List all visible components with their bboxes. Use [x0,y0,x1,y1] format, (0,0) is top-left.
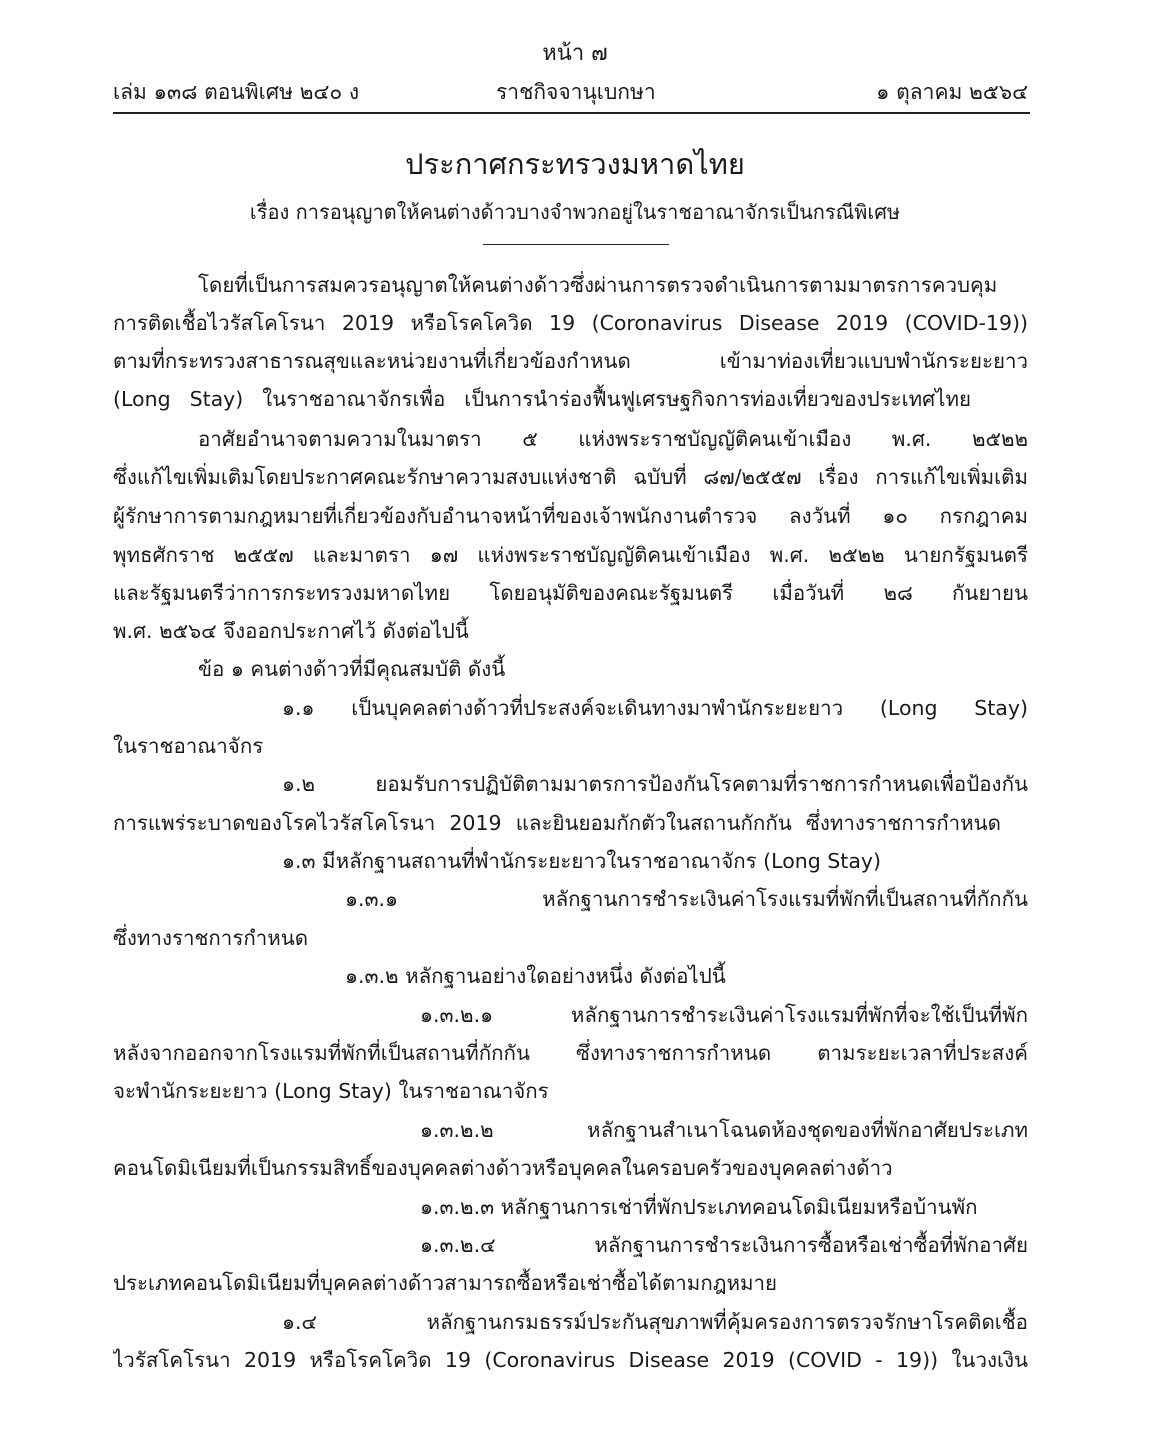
clause-1-3-2-1-line: จะพำนักระยะยาว (Long Stay) ในราชอาณาจักร [113,1079,549,1103]
gazette-name: ราชกิจจานุเบกษา [496,80,656,104]
clause-1-3-2-3-line: ๑.๓.๒.๓ หลักฐานการเช่าที่พักประเภทคอนโดมิเนียมหรือบ้านพัก [420,1195,978,1219]
preamble-line: โดยที่เป็นการสมควรอนุญาตให้คนต่างด้าวซึ่งผ่านการตรวจดำเนินการตามมาตรการควบคุม [198,273,998,297]
clause-1-3-2-heading: ๑.๓.๒ หลักฐานอย่างใดอย่างหนึ่ง ดังต่อไปนี้ [345,964,726,988]
authority-line: และรัฐมนตรีว่าการกระทรวงมหาดไทย โดยอนุมัติของคณะรัฐมนตรี เมื่อวันที่ ๒๘ กันยายน [113,581,1028,605]
clause-1-3-2-1-line: ๑.๓.๒.๑ หลักฐานการชำระเงินค่าโรงแรมที่พักที่จะใช้เป็นที่พัก [420,1003,1028,1027]
page-number: หน้า ๗ [542,41,608,66]
clause-1-4-line: ไวรัสโคโรนา 2019 หรือโรคโควิด 19 (Coronavirus Disease 2019 (COVID - 19)) ในวงเงิน [113,1348,1028,1372]
document-title: ประกาศกระทรวงมหาดไทย [405,147,745,181]
clause-1-1-line: ในราชอาณาจักร [113,734,264,758]
title-divider [483,244,669,245]
authority-line: พุทธศักราช ๒๕๕๗ และมาตรา ๑๗ แห่งพระราชบัญญัติคนเข้าเมือง พ.ศ. ๒๕๒๒ นายกรัฐมนตรี [113,543,1028,567]
clause-1-3-heading: ๑.๓ มีหลักฐานสถานที่พำนักระยะยาวในราชอาณาจักร (Long Stay) [282,849,882,873]
gazette-date: ๑ ตุลาคม ๒๕๖๔ [876,80,1028,104]
clause-1-3-2-2-line: คอนโดมิเนียมที่เป็นกรรมสิทธิ์ของบุคคลต่างด้าวหรือบุคคลในครอบครัวของบุคคลต่างด้าว [113,1156,893,1180]
header-divider [113,112,1030,114]
clause-1-3-2-4-line: ประเภทคอนโดมิเนียมที่บุคคลต่างด้าวสามารถซื้อหรือเช่าซื้อได้ตามกฎหมาย [113,1271,778,1295]
authority-line: พ.ศ. ๒๕๖๔ จึงออกประกาศไว้ ดังต่อไปนี้ [113,619,469,643]
clause-1-4-line: ๑.๔ หลักฐานกรมธรรม์ประกันสุขภาพที่คุ้มครองการตรวจรักษาโรคติดเชื้อ [282,1310,1028,1334]
preamble-line: ตามที่กระทรวงสาธารณสุขและหน่วยงานที่เกี่ยวข้องกำหนด เข้ามาท่องเที่ยวแบบพำนักระยะยาว [113,349,1028,373]
preamble-line: การติดเชื้อไวรัสโคโรนา 2019 หรือโรคโควิด 19 (Coronavirus Disease 2019 (COVID-19)) [113,311,1028,335]
authority-line: ซึ่งแก้ไขเพิ่มเติมโดยประกาศคณะรักษาความสงบแห่งชาติ ฉบับที่ ๘๗/๒๕๕๗ เรื่อง การแก้ไขเพิ่มเติม [113,465,1028,489]
authority-line: อาศัยอำนาจตามความในมาตรา ๕ แห่งพระราชบัญญัติคนเข้าเมือง พ.ศ. ๒๕๒๒ [198,427,1028,451]
clause-1-3-2-1-line: หลังจากออกจากโรงแรมที่พักที่เป็นสถานที่กักกัน ซึ่งทางราชการกำหนด ตามระยะเวลาที่ประสงค์ [113,1041,1028,1065]
clause-1-3-2-4-line: ๑.๓.๒.๔ หลักฐานการชำระเงินการซื้อหรือเช่าซื้อที่พักอาศัย [420,1233,1028,1257]
clause-1-3-1-line: ๑.๓.๑ หลักฐานการชำระเงินค่าโรงแรมที่พักที่เป็นสถานที่กักกัน [345,887,1028,911]
clause-1-3-2-2-line: ๑.๓.๒.๒ หลักฐานสำเนาโฉนดห้องชุดของที่พักอาศัยประเภท [420,1118,1028,1142]
clause-1-3-1-line: ซึ่งทางราชการกำหนด [113,926,309,950]
gazette-volume: เล่ม ๑๓๘ ตอนพิเศษ ๒๔๐ ง [113,80,360,104]
preamble-line: (Long Stay) ในราชอาณาจักรเพื่อ เป็นการนำร่องฟื้นฟูเศรษฐกิจการท่องเที่ยวของประเทศไทย [113,387,971,411]
document-subject: เรื่อง การอนุญาตให้คนต่างด้าวบางจำพวกอยู่ในราชอาณาจักรเป็นกรณีพิเศษ [249,200,901,224]
clause-1-2-line: ๑.๒ ยอมรับการปฏิบัติตามมาตรการป้องกันโรคตามที่ราชการกำหนดเพื่อป้องกัน [282,772,1028,796]
authority-line: ผู้รักษาการตามกฎหมายที่เกี่ยวข้องกับอำนาจหน้าที่ของเจ้าพนักงานตำรวจ ลงวันที่ ๑๐ กรกฎาคม [113,504,1028,528]
clause-1-heading: ข้อ ๑ คนต่างด้าวที่มีคุณสมบัติ ดังนี้ [198,657,506,681]
clause-1-2-line: การแพร่ระบาดของโรคไวรัสโคโรนา 2019 และยินยอมกักตัวในสถานกักกัน ซึ่งทางราชการกำหนด [113,811,1001,835]
clause-1-1-line: ๑.๑ เป็นบุคคลต่างด้าวที่ประสงค์จะเดินทางมาพำนักระยะยาว (Long Stay) [282,696,1028,720]
